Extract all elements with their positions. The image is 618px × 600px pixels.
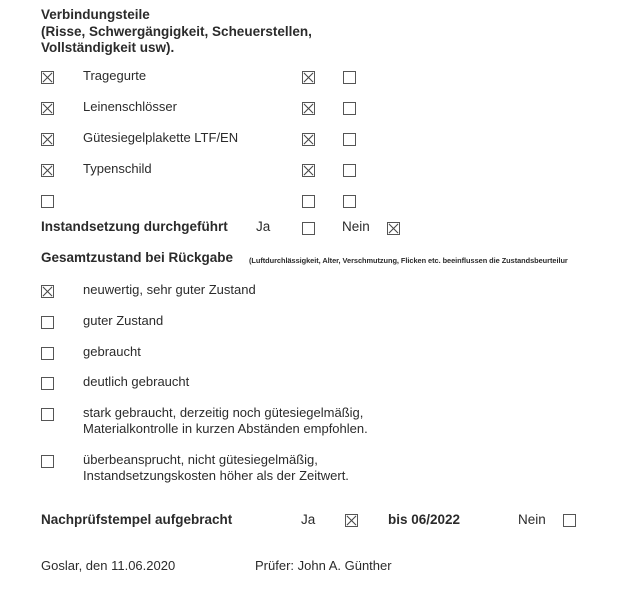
condition-label: guter Zustand [83,313,164,328]
stamp-no-checkbox[interactable] [563,514,576,527]
stamp-until-label: bis 06/2022 [388,512,461,527]
connectors-heading-1: Verbindungsteile [41,7,150,22]
connectors-heading-2: (Risse, Schwergängigkeit, Scheuerstellen, [41,24,312,39]
connector-label: Typenschild [83,161,152,176]
condition-label: Materialkontrolle in kurzen Abständen empfohlen. [83,421,368,436]
connector-check-1[interactable] [41,71,54,84]
condition-checkbox[interactable] [41,377,54,390]
repair-no-label: Nein [342,219,370,234]
connector-label: Leinenschlösser [83,99,177,114]
condition-label: neuwertig, sehr guter Zustand [83,282,256,297]
connector-label: Tragegurte [83,68,147,83]
repair-no-checkbox[interactable] [387,222,400,235]
connector-check-3[interactable] [343,102,356,115]
condition-label: deutlich gebraucht [83,374,190,389]
condition-checkbox[interactable] [41,455,54,468]
connector-check-3[interactable] [343,71,356,84]
condition-checkbox[interactable] [41,285,54,298]
condition-label: Instandsetzungskosten höher als der Zeitwert. [83,468,349,483]
connector-check-1[interactable] [41,102,54,115]
connector-check-3[interactable] [343,133,356,146]
stamp-yes-checkbox[interactable] [345,514,358,527]
stamp-label: Nachprüfstempel aufgebracht [41,512,233,527]
repair-yes-label: Ja [256,219,271,234]
condition-label: gebraucht [83,344,141,359]
connector-check-3[interactable] [343,164,356,177]
connector-label: Gütesiegelplakette LTF/EN [83,130,239,145]
connector-check-3[interactable] [343,195,356,208]
condition-checkbox[interactable] [41,408,54,421]
condition-checkbox[interactable] [41,347,54,360]
stamp-no-label: Nein [518,512,546,527]
connectors-heading-3: Vollständigkeit usw). [41,40,175,55]
connector-check-1[interactable] [41,195,54,208]
repair-label: Instandsetzung durchgeführt [41,219,228,234]
overall-heading: Gesamtzustand bei Rückgabe [41,250,234,265]
inspector: Prüfer: John A. Günther [255,558,392,573]
condition-checkbox[interactable] [41,316,54,329]
connector-check-2[interactable] [302,71,315,84]
overall-note: (Luftdurchlässigkeit, Alter, Verschmutzung, Flicken etc. beeinflussen die Zustandsbeurteilur [249,256,568,265]
stamp-yes-label: Ja [301,512,316,527]
condition-label: stark gebraucht, derzeitig noch gütesiegelmäßig, [83,405,364,420]
place-date: Goslar, den 11.06.2020 [41,558,176,573]
connector-check-2[interactable] [302,102,315,115]
connector-check-1[interactable] [41,133,54,146]
connector-check-2[interactable] [302,195,315,208]
connector-check-2[interactable] [302,133,315,146]
condition-label: überbeansprucht, nicht gütesiegelmäßig, [83,452,318,467]
repair-yes-checkbox[interactable] [302,222,315,235]
connector-check-2[interactable] [302,164,315,177]
connector-check-1[interactable] [41,164,54,177]
